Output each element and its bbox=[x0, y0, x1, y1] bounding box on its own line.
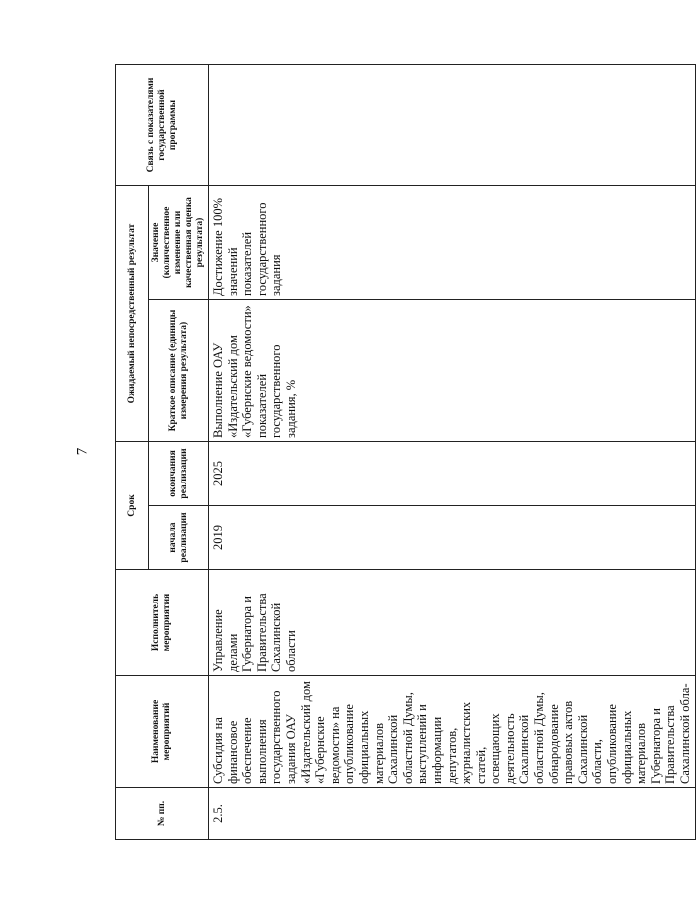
cell-end-year: 2025 bbox=[209, 442, 696, 506]
header-row-top bbox=[116, 65, 149, 840]
rotated-table-container bbox=[115, 65, 692, 840]
header-executor: Исполнитель мероприятия bbox=[116, 570, 209, 676]
page-number: 7 bbox=[74, 447, 91, 456]
header-name: Наименование мероприятий bbox=[116, 676, 209, 788]
cell-number: 2.5. bbox=[209, 788, 696, 840]
measures-table bbox=[115, 64, 696, 840]
cell-result-value: Достижение 100% значений показателей государственного задания bbox=[209, 186, 696, 300]
table-frame bbox=[115, 65, 692, 840]
header-result-description: Краткое описание (единицы измерения результата) bbox=[149, 300, 209, 442]
header-result-value: Значение (количественное изменение или качественная оценка результата) bbox=[149, 186, 209, 300]
cell-name: Субсидия на финансовое обеспечение выполнения государственного задания ОАУ «Издательский дом «Губернские ведомости» на опубликование официальных материалов Сахалинской областной Думы, выступлений и информации депутатов, журналистских статей, освещающих деятельность Сахалинской областной Думы, обнародование правовых актов Сахалинской области, опубликование официальных материалов Губернатора и Правительства Сахалинской обла- bbox=[209, 676, 696, 788]
cell-program-link bbox=[209, 65, 696, 186]
cell-start-year: 2019 bbox=[209, 506, 696, 570]
cell-result-description: Выполнение ОАУ «Издательский дом «Губернские ведомости» показателей государственного задания, % bbox=[209, 300, 696, 442]
table-row bbox=[209, 65, 696, 840]
header-term-end: окончания реализации bbox=[149, 442, 209, 506]
header-expected-result: Ожидаемый непосредственный результат bbox=[116, 186, 149, 442]
header-term-start: начала реализации bbox=[149, 506, 209, 570]
cell-executor: Управление делами Губернатора и Правительства Сахалинской области bbox=[209, 570, 696, 676]
header-number: № пп. bbox=[116, 788, 209, 840]
header-term: Срок bbox=[116, 442, 149, 570]
header-program-link: Связь с показателями государственной программы bbox=[116, 65, 209, 186]
